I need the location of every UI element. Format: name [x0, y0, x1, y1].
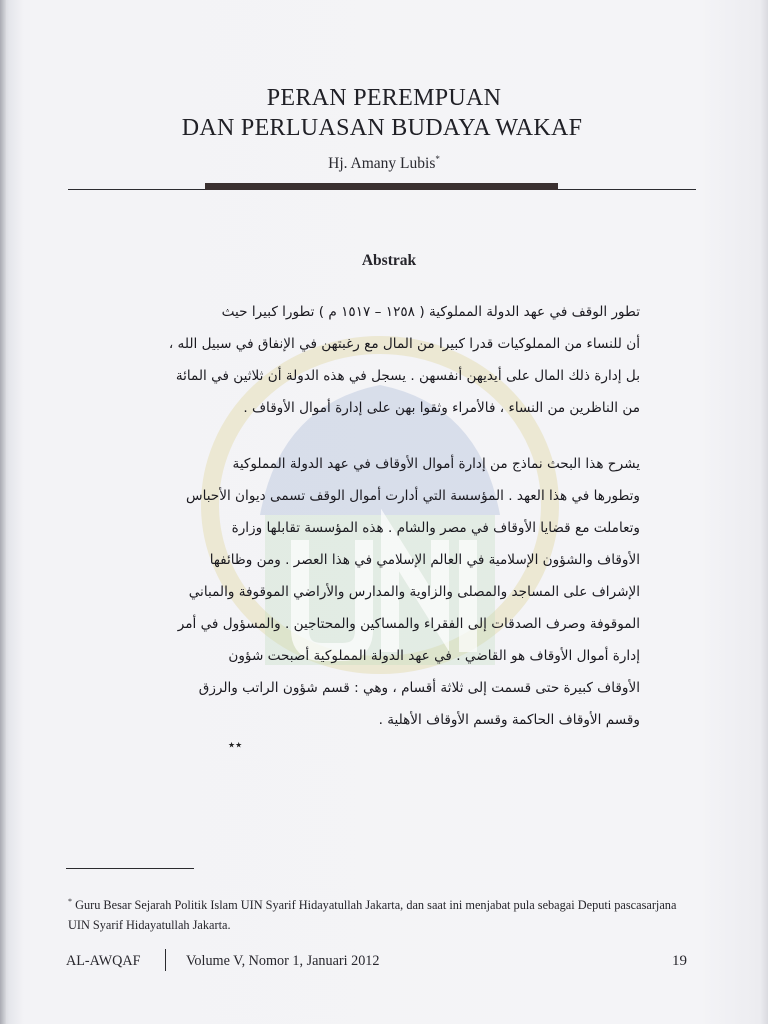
abstract-line: بل إدارة ذلك المال على أيديهن أنفسهن . يسجل في هذه الدولة أن ثلاثين في المائة: [175, 368, 640, 384]
abstract-line: الأوقاف كبيرة حتى قسمت إلى ثلاثة أقسام ، وهي : قسم شؤون الراتب والرزق: [198, 680, 640, 696]
author-byline: [0, 154, 768, 173]
abstract-line: تطور الوقف في عهد الدولة المملوكية ( ١٢٥٨ – ١٥١٧ م ) تطورا كبيرا حيث: [221, 304, 640, 320]
abstract-line: الموقوفة وصرف الصدقات إلى الفقراء والمساكين والمحتاجين . والمسؤول في أمر: [177, 616, 640, 632]
volume-info: Volume V, Nomor 1, Januari 2012: [186, 953, 380, 969]
journal-name: AL-AWQAF: [66, 953, 141, 969]
article-title-line-1: PERAN PEREMPUAN: [266, 85, 502, 111]
footer-separator: [165, 949, 166, 971]
abstract-paragraph-2: [128, 448, 640, 736]
abstract-line: من الناظرين من النساء ، فالأمراء وثقوا بهن على إدارة أموال الأوقاف .: [243, 400, 640, 416]
abstract-line: وتطورها في هذا العهد . المؤسسة التي أدارت أموال الوقف تسمى ديوان الأحباس: [185, 488, 640, 504]
abstract-line: الأوقاف والشؤون الإسلامية في العالم الإسلامي في هذا العصر . ومن وظائفها: [209, 552, 640, 568]
abstract-line: وتعاملت مع قضايا الأوقاف في مصر والشام . هذه المؤسسة تقابلها وزارة: [231, 520, 640, 536]
abstract-line: الإشراف على المساجد والمصلى والزاوية والمدارس والأراضي الموقوفة والمباني: [188, 584, 640, 600]
abstract-line: يشرح هذا البحث نماذج من إدارة أموال الأوقاف في عهد الدولة المملوكية: [232, 456, 640, 472]
section-end-ornament: ٭٭: [228, 738, 243, 753]
abstract-paragraph-1: [128, 296, 640, 424]
author-name: Hj. Amany Lubis: [328, 155, 436, 173]
footnote: [68, 892, 700, 935]
abstract-line: وقسم الأوقاف الحاكمة وقسم الأوقاف الأهلية .: [378, 712, 640, 728]
title-divider-bar: [205, 183, 558, 190]
abstract-line: أن للنساء من المملوكيات قدرا كبيرا من المال مع رغبتهن في الإنفاق في سبيل الله ،: [168, 336, 640, 352]
footnote-text: Guru Besar Sejarah Politik Islam UIN Syarif Hidayatullah Jakarta, dan saat ini menjabat pula sebagai Deputi pascasarjana UIN Syarif Hidayatullah Jakarta.: [68, 898, 677, 933]
footnote-rule: [66, 868, 194, 869]
page-number: 19: [672, 953, 687, 969]
abstract-line: إدارة أموال الأوقاف هو القاضي . في عهد الدولة المملوكية أصبحت شؤون: [228, 648, 640, 664]
author-footnote-marker: *: [435, 154, 440, 164]
abstract-heading: Abstrak: [361, 252, 417, 269]
footnote-marker: *: [68, 897, 72, 906]
article-title-line-2: DAN PERLUASAN BUDAYA WAKAF: [181, 115, 583, 141]
